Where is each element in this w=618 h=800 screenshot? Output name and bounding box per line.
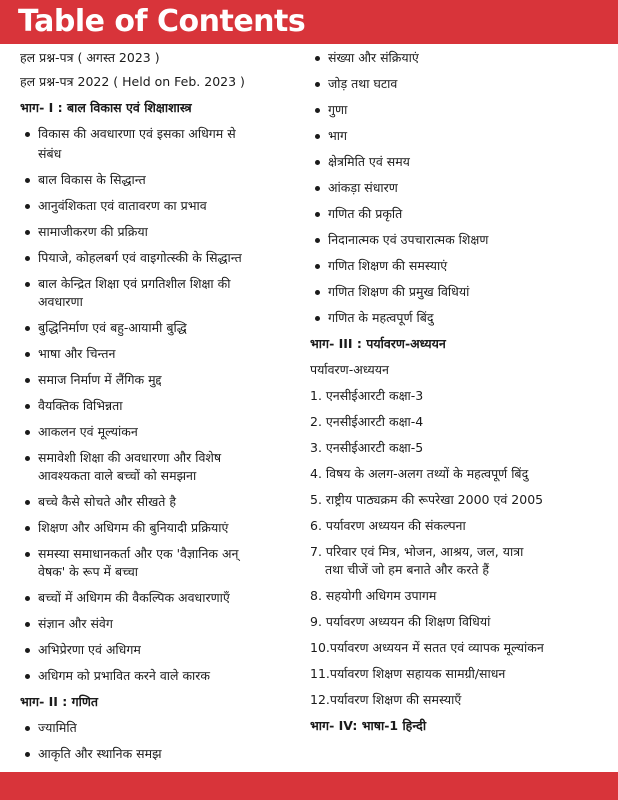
toc-bullet-item: आकृति और स्थानिक समझ	[20, 746, 300, 762]
toc-numbered-item: 12.पर्यावरण शिक्षण की समस्याएँ	[310, 692, 462, 707]
footer-banner	[0, 772, 618, 800]
section-heading: भाग- II : गणित	[20, 694, 99, 709]
toc-entry: हल प्रश्न-पत्र ( अगस्त 2023 )	[20, 50, 160, 65]
toc-numbered-item: 7. परिवार एवं मित्र, भोजन, आश्रय, जल, यात्रा	[310, 544, 524, 559]
toc-bullet-item: गणित के महत्वपूर्ण बिंदु	[310, 310, 608, 326]
toc-numbered-item: 4. विषय के अलग-अलग तथ्यों के महत्वपूर्ण बिंदु	[310, 466, 529, 481]
toc-bullet-item: पियाजे, कोहलबर्ग एवं वाइगोत्स्की के सिद्धान्त	[20, 250, 300, 266]
toc-bullet-item: बच्चे कैसे सोचते और सीखते है	[20, 494, 300, 510]
toc-numbered-item: 9. पर्यावरण अध्ययन की शिक्षण विधियां	[310, 614, 491, 629]
toc-bullet-item: संज्ञान और संवेग	[20, 616, 300, 632]
toc-entry: हल प्रश्न-पत्र 2022 ( Held on Feb. 2023 )	[20, 74, 245, 89]
toc-bullet-item: जोड़ तथा घटाव	[310, 76, 608, 92]
toc-bullet-item: गणित शिक्षण की प्रमुख विधियां	[310, 284, 608, 300]
toc-bullet-item: निदानात्मक एवं उपचारात्मक शिक्षण	[310, 232, 608, 248]
toc-numbered-item: 10.पर्यावरण अध्ययन में सतत एवं व्यापक मूल्यांकन	[310, 640, 544, 655]
toc-bullet-item: गणित शिक्षण की समस्याएं	[310, 258, 608, 274]
toc-numbered-item: 8. सहयोगी अधिगम उपागम	[310, 588, 437, 603]
toc-bullet-item: ज्यामिति	[20, 720, 300, 736]
toc-numbered-item: 11.पर्यावरण शिक्षण सहायक सामग्री/साधन	[310, 666, 506, 681]
toc-bullet-item: आनुवंशिकता एवं वातावरण का प्रभाव	[20, 198, 300, 214]
toc-numbered-item: 5. राष्ट्रीय पाठ्यक्रम की रूपरेखा 2000 एवं 2005	[310, 492, 544, 507]
toc-bullet-item: अभिप्रेरणा एवं अधिगम	[20, 642, 300, 658]
toc-entry: पर्यावरण-अध्ययन	[310, 362, 389, 377]
toc-bullet-item: गुणा	[310, 102, 608, 118]
toc-bullet-continuation: आवश्यकता वाले बच्चों को समझना	[38, 468, 197, 483]
toc-bullet-item: समस्या समाधानकर्ता और एक 'वैज्ञानिक अन्	[20, 546, 300, 562]
toc-bullet-item: बच्चों में अधिगम की वैकल्पिक अवधारणाएँ	[20, 590, 300, 606]
toc-numbered-item: 3. एनसीईआरटी कक्षा-5	[310, 440, 424, 455]
toc-bullet-item: भाग	[310, 128, 608, 144]
toc-bullet-item: शिक्षण और अधिगम की बुनियादी प्रक्रियाएं	[20, 520, 300, 536]
toc-bullet-item: भाषा और चिन्तन	[20, 346, 300, 362]
toc-numbered-item: 1. एनसीईआरटी कक्षा-3	[310, 388, 424, 403]
section-heading: भाग- I : बाल विकास एवं शिक्षाशास्त्र	[20, 100, 192, 115]
toc-bullet-item: बुद्धिनिर्माण एवं बहु-आयामी बुद्धि	[20, 320, 300, 336]
toc-bullet-continuation: अवधारणा	[38, 294, 83, 309]
toc-bullet-item: क्षेत्रमिति एवं समय	[310, 154, 608, 170]
toc-bullet-continuation: वेषक' के रूप में बच्चा	[38, 564, 139, 579]
header-banner	[0, 0, 618, 44]
toc-bullet-item: समावेशी शिक्षा की अवधारणा और विशेष	[20, 450, 300, 466]
toc-bullet-continuation: संबंध	[38, 146, 62, 161]
toc-numbered-continuation: तथा चीजें जो हम बनाते और करते हैं	[325, 562, 490, 577]
toc-bullet-item: अधिगम को प्रभावित करने वाले कारक	[20, 668, 300, 684]
toc-bullet-item: आकलन एवं मूल्यांकन	[20, 424, 300, 440]
toc-bullet-item: सामाजीकरण की प्रक्रिया	[20, 224, 300, 240]
toc-bullet-item: बाल विकास के सिद्धान्त	[20, 172, 300, 188]
section-heading: भाग- IV: भाषा-1 हिन्दी	[310, 718, 427, 733]
toc-bullet-item: आंकड़ा संधारण	[310, 180, 608, 196]
toc-bullet-item: संख्या और संक्रियाएं	[310, 50, 608, 66]
toc-bullet-item: गणित की प्रकृति	[310, 206, 608, 222]
toc-bullet-item: विकास की अवधारणा एवं इसका अधिगम से	[20, 126, 300, 142]
toc-numbered-item: 2. एनसीईआरटी कक्षा-4	[310, 414, 424, 429]
toc-bullet-item: वैयक्तिक विभिन्नता	[20, 398, 300, 414]
toc-numbered-item: 6. पर्यावरण अध्ययन की संकल्पना	[310, 518, 466, 533]
toc-bullet-item: समाज निर्माण में लैंगिक मुद्द	[20, 372, 300, 388]
section-heading: भाग- III : पर्यावरण-अध्ययन	[310, 336, 446, 351]
page-title: Table of Contents	[18, 4, 306, 39]
toc-bullet-item: बाल केन्द्रित शिक्षा एवं प्रगतिशील शिक्षा की	[20, 276, 300, 292]
